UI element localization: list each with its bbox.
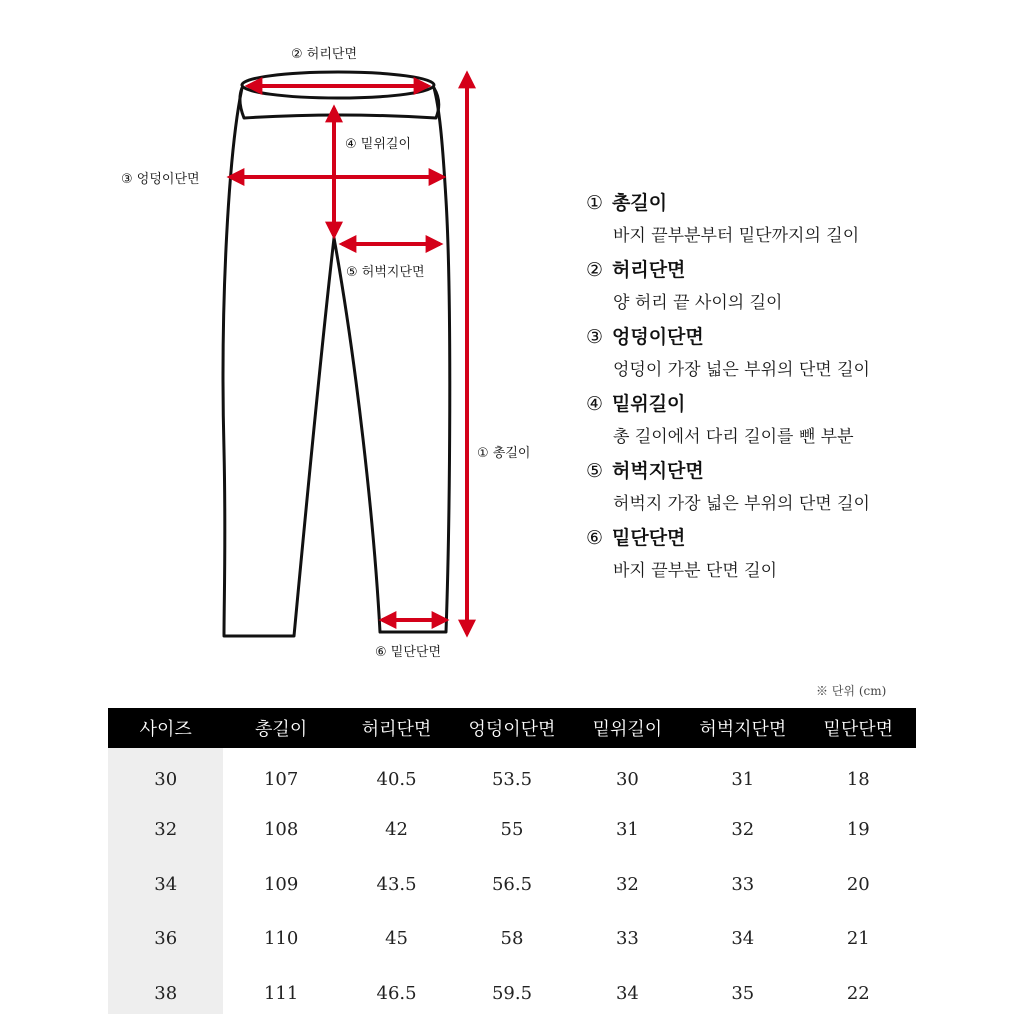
table-cell: 22: [846, 982, 870, 1004]
column-header: 허리단면: [339, 708, 454, 748]
legend-title-text: 허리단면: [612, 259, 686, 281]
table-cell: 33: [615, 928, 639, 950]
table-cell: 18: [846, 768, 870, 790]
table-row: [108, 857, 916, 912]
column-header: 사이즈: [108, 708, 223, 748]
legend-title: [586, 391, 986, 417]
column-header: 허벅지단면: [685, 708, 800, 748]
size-cell: 30: [108, 748, 223, 803]
hem-label: ⑥ 밑단단면: [375, 645, 442, 660]
table-cell: 33: [731, 873, 755, 895]
legend-item: [586, 391, 986, 458]
table-cell: 32: [731, 819, 755, 841]
legend-description: 허벅지 가장 넓은 부위의 단면 길이: [613, 494, 870, 514]
legend-title-text: 밑단단면: [612, 527, 686, 549]
table-cell: 45: [385, 928, 408, 950]
table-cell: 58: [500, 928, 524, 950]
table-cell: 21: [846, 928, 870, 950]
column-header: 총길이: [223, 708, 338, 748]
column-header: 엉덩이단면: [454, 708, 569, 748]
table-cell: 34: [615, 982, 639, 1004]
table-row: [108, 966, 916, 1014]
legend-title-text: 엉덩이단면: [612, 326, 704, 348]
table-row: [108, 803, 916, 858]
table-cell: 34: [731, 928, 755, 950]
size-cell: 32: [108, 803, 223, 858]
table-cell: 53.5: [491, 768, 533, 790]
table-cell: 107: [263, 768, 299, 790]
table-header-row: [108, 708, 916, 748]
legend-title: [586, 458, 986, 484]
table-cell: 40.5: [376, 768, 417, 790]
table-cell: 108: [263, 819, 299, 841]
table-cell: 20: [846, 873, 870, 895]
size-cell: 34: [108, 857, 223, 912]
rise-label: ④ 밑위길이: [345, 137, 412, 152]
table-cell: 109: [263, 873, 299, 895]
column-header: 밑위길이: [570, 708, 685, 748]
measure-lines: [230, 74, 467, 634]
table-cell: 56.5: [491, 873, 533, 895]
legend-title: [586, 324, 986, 350]
legend-number: ④: [586, 393, 604, 415]
waist-label: ② 허리단면: [291, 47, 358, 62]
table-cell: 31: [615, 819, 639, 841]
table-cell: 30: [615, 768, 639, 790]
pants-outline: [223, 72, 450, 636]
size-cell: 36: [108, 912, 223, 967]
legend-number: ⑤: [586, 460, 604, 482]
table-cell: 42: [385, 819, 408, 841]
legend-title: [586, 190, 986, 216]
size-table: [108, 708, 916, 1014]
legend-item: [586, 324, 986, 391]
column-header: 밑단단면: [801, 708, 916, 748]
size-cell: 38: [108, 966, 223, 1014]
table-cell: 46.5: [376, 982, 417, 1004]
table-row: [108, 912, 916, 967]
table-cell: 35: [731, 982, 755, 1004]
legend-description: 바지 끝부분 단면 길이: [613, 561, 778, 581]
legend-title-text: 밑위길이: [612, 393, 686, 415]
legend-title: [586, 257, 986, 283]
thigh-label: ⑤ 허벅지단면: [346, 265, 425, 280]
table-cell: 55: [500, 819, 524, 841]
legend-description: 엉덩이 가장 넓은 부위의 단면 길이: [613, 360, 870, 380]
legend-item: [586, 458, 986, 525]
total-length-label: ① 총길이: [477, 446, 531, 461]
table-cell: 19: [846, 819, 870, 841]
table-cell: 31: [731, 768, 755, 790]
table-cell: 32: [615, 873, 639, 895]
legend-item: [586, 257, 986, 324]
legend-item: [586, 525, 986, 592]
legend-number: ②: [586, 259, 604, 281]
legend-title: [586, 525, 986, 551]
legend-description: 양 허리 끝 사이의 길이: [613, 293, 783, 313]
legend-title-text: 총길이: [612, 192, 668, 214]
legend-number: ⑥: [586, 527, 604, 549]
hip-label: ③ 엉덩이단면: [121, 172, 200, 187]
legend-item: [586, 190, 986, 257]
table-row: [108, 748, 916, 803]
legend-number: ③: [586, 326, 604, 348]
measurement-legend: [586, 190, 986, 592]
legend-description: 총 길이에서 다리 길이를 뺀 부분: [613, 427, 854, 447]
table-cell: 110: [263, 928, 299, 950]
unit-note: ※ 단위 (cm): [816, 684, 887, 698]
legend-description: 바지 끝부분부터 밑단까지의 길이: [613, 226, 860, 246]
table-cell: 43.5: [376, 873, 417, 895]
legend-title-text: 허벅지단면: [612, 460, 704, 482]
legend-number: ①: [586, 192, 604, 214]
table-cell: 111: [263, 982, 299, 1004]
table-cell: 59.5: [491, 982, 533, 1004]
